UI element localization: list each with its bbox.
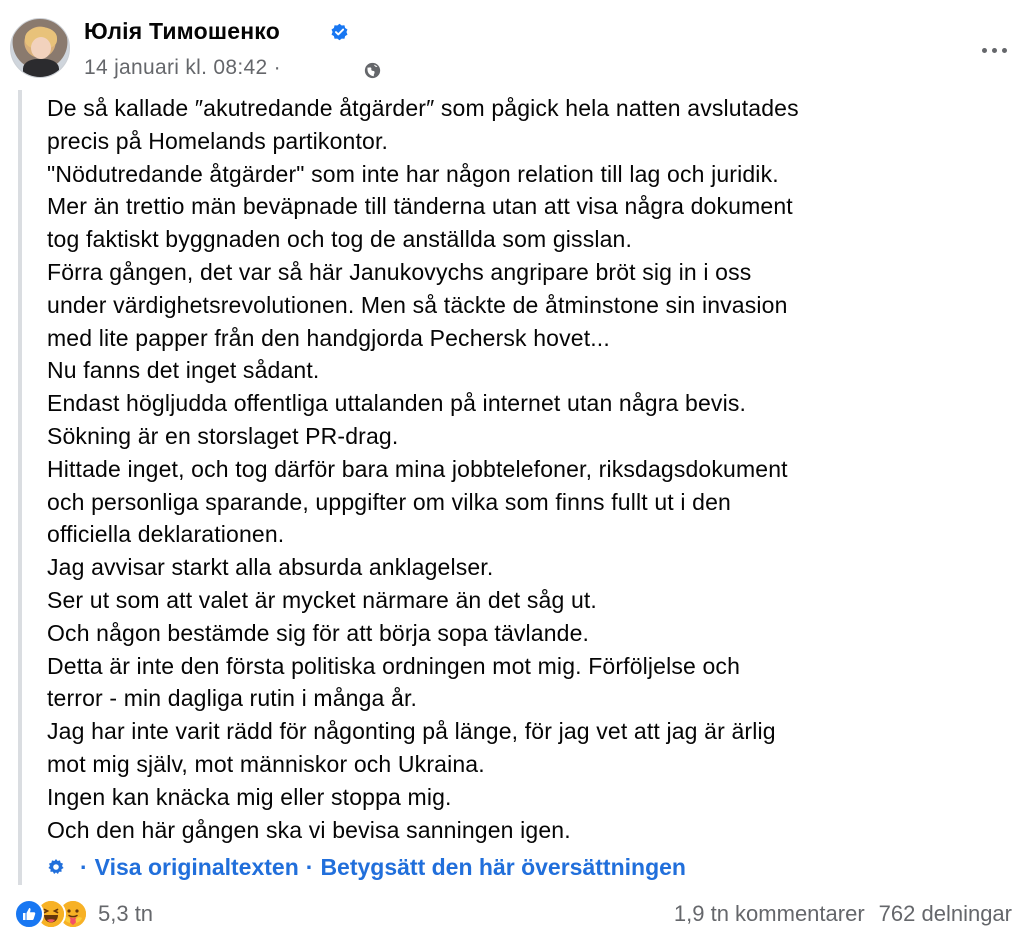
- post-line: Ser ut som att valet är mycket närmare än det såg ut.: [47, 586, 597, 613]
- post-line: Jag avvisar starkt alla absurda anklagelser.: [47, 554, 494, 581]
- post-text: [47, 92, 1022, 846]
- separator: ·: [305, 853, 314, 880]
- post-line: De så kallade ″akutredande åtgärder″ som pågick hela natten avslutades: [47, 95, 799, 121]
- post-line: officiella deklarationen.: [47, 521, 285, 548]
- post-line: tog faktiskt byggnaden och tog de anställda som gisslan.: [47, 226, 633, 253]
- post-line: mot mig själv, mot människor och Ukraina.: [47, 750, 485, 777]
- post-line: Nu fanns det inget sådant.: [47, 357, 320, 384]
- post-line: Detta är inte den första politiska ordningen mot mig. Förföljelse och: [47, 652, 741, 679]
- post-line: Ingen kan knäcka mig eller stoppa mig.: [47, 783, 452, 810]
- shares-count-link[interactable]: 762 delningar: [878, 901, 1012, 926]
- post-line: Mer än trettio män beväpnade till tänderna utan att visa några dokument: [47, 193, 793, 220]
- reaction-count[interactable]: 5,3 tn: [98, 901, 154, 926]
- comments-count-link[interactable]: 1,9 tn kommentarer: [673, 901, 865, 926]
- post-line: Sökning är en storslaget PR-drag.: [47, 422, 399, 449]
- post-timestamp[interactable]: 14 januari kl. 08:42 ·: [84, 56, 281, 79]
- post-line: Förra gången, det var så här Janukovychs angripare bröt sig in i oss: [47, 258, 752, 285]
- post-line: Och den här gången ska vi bevisa sanningen igen.: [47, 816, 571, 843]
- verified-badge-icon: [330, 23, 349, 42]
- post-header: [0, 0, 1034, 90]
- quote-bar: [18, 90, 22, 885]
- post-line: Och någon bestämde sig för att börja sopa tävlande.: [47, 619, 590, 646]
- post-stats: [674, 901, 1012, 927]
- author-avatar[interactable]: [10, 18, 70, 78]
- separator: ·: [80, 853, 88, 880]
- globe-icon: [364, 62, 381, 79]
- reactions-summary[interactable]: [14, 899, 153, 929]
- translate-gear-icon: [47, 858, 65, 876]
- post-line: terror - min dagliga rutin i många år.: [47, 685, 418, 712]
- rate-translation-link[interactable]: Betygsätt den här översättningen: [320, 853, 686, 880]
- author-name[interactable]: Юлія Тимошенко: [84, 18, 280, 44]
- like-icon: [14, 899, 44, 929]
- post-line: under värdighetsrevolutionen. Men så täckte de åtminstone sin invasion: [47, 291, 788, 318]
- post-line: Jag har inte varit rädd för någonting på länge, för jag vet att jag är ärlig: [47, 718, 776, 745]
- more-options-icon[interactable]: [974, 40, 1014, 60]
- show-original-link[interactable]: Visa originaltexten: [94, 853, 299, 880]
- post-footer: [0, 893, 1034, 935]
- post-line: "Nödutredande åtgärder" som inte har någon relation till lag och juridik.: [47, 160, 779, 187]
- post-line: med lite papper från den handgjorda Pechersk hovet...: [47, 324, 610, 351]
- post-line: och personliga sparande, uppgifter om vilka som finns fullt ut i den: [47, 488, 731, 515]
- post-line: Endast högljudda offentliga uttalanden på internet utan några bevis.: [47, 390, 747, 417]
- translation-bar: [47, 851, 686, 883]
- post-line: Hittade inget, och tog därför bara mina jobbtelefoner, riksdagsdokument: [47, 455, 788, 482]
- post-line: precis på Homelands partikontor.: [47, 127, 389, 154]
